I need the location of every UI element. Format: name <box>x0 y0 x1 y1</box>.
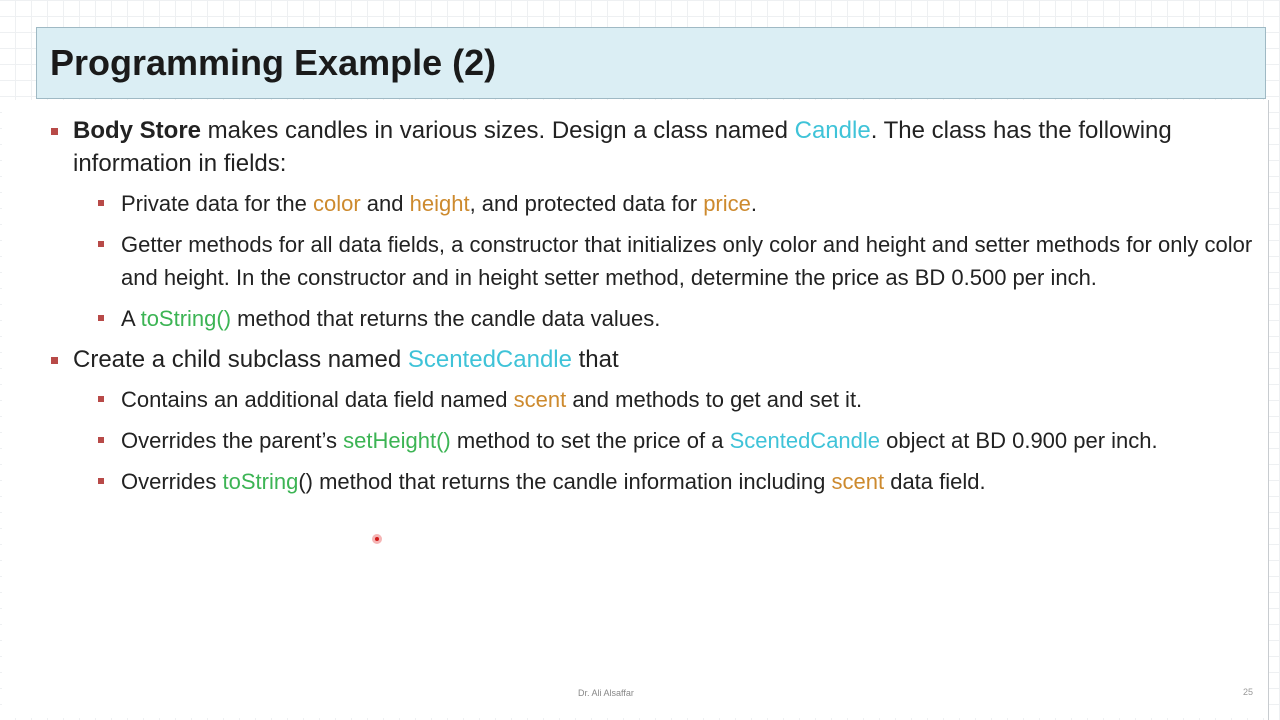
text-run: data field. <box>884 469 986 494</box>
field-name: color <box>313 191 361 216</box>
sub-bullet-item <box>48 302 1258 335</box>
field-name: height <box>409 191 470 216</box>
text-run: that <box>571 346 619 373</box>
class-name: Candle <box>794 117 871 144</box>
text-run: Contains an additional data field named <box>121 387 514 412</box>
square-bullet-icon <box>51 128 58 135</box>
text-run: method that returns the candle data values. <box>231 306 661 331</box>
sub-bullet-item <box>48 187 1258 220</box>
text-run: makes candles in various sizes. Design a class named <box>201 117 795 144</box>
bullet-item <box>48 343 1258 376</box>
footer-author: Dr. Ali Alsaffar <box>578 688 634 698</box>
text-run: Overrides the parent’s <box>121 428 344 453</box>
sub-bullet-item <box>48 383 1258 416</box>
field-name: price <box>703 191 751 216</box>
text-run: Private data for the <box>121 191 313 216</box>
square-bullet-icon <box>51 357 58 364</box>
class-name: ScentedCandle <box>729 428 881 453</box>
square-bullet-icon <box>98 241 104 247</box>
method-name: setHeight() <box>343 428 451 453</box>
text-run: A <box>121 306 141 331</box>
text-run: . The class has the following information in fields: <box>73 117 1172 177</box>
text-run: Overrides <box>121 469 223 494</box>
text-run: Getter methods for all data fields, a constructor that initializes only color and height and setter methods for only color and height. In the constructor and in height setter method, determine the price as BD 0.500 per inch. <box>121 232 1253 290</box>
text-run: Create a child subclass named <box>73 346 408 373</box>
page-number: 25 <box>1243 687 1254 697</box>
text-run: () method that returns the candle information including <box>298 469 832 494</box>
class-name: ScentedCandle <box>407 346 572 373</box>
laser-pointer-icon <box>372 534 382 544</box>
method-name: toString <box>222 469 299 494</box>
text-run: method to set the price of a <box>450 428 730 453</box>
square-bullet-icon <box>98 437 104 443</box>
field-name: scent <box>513 387 567 412</box>
text-run: , and protected data for <box>469 191 704 216</box>
text-run: and methods to get and set it. <box>566 387 863 412</box>
square-bullet-icon <box>98 396 104 402</box>
square-bullet-icon <box>98 200 104 206</box>
square-bullet-icon <box>98 315 104 321</box>
sub-bullet-list <box>48 383 1258 498</box>
title-bar <box>36 27 1266 99</box>
text-run: and <box>360 191 410 216</box>
sub-bullet-item <box>48 424 1258 457</box>
bullet-list <box>48 114 1258 506</box>
text-run: object at BD 0.900 per inch. <box>880 428 1158 453</box>
sub-bullet-item <box>48 228 1258 294</box>
text-run: . <box>750 191 757 216</box>
bold-term: Body Store <box>73 117 202 144</box>
method-name: toString() <box>140 306 232 331</box>
square-bullet-icon <box>98 478 104 484</box>
sub-bullet-list <box>48 187 1258 335</box>
sub-bullet-item <box>48 465 1258 498</box>
page-title: Programming Example (2) <box>50 42 497 83</box>
field-name: scent <box>831 469 885 494</box>
bullet-item <box>48 114 1258 180</box>
slide-border <box>1268 100 1269 720</box>
